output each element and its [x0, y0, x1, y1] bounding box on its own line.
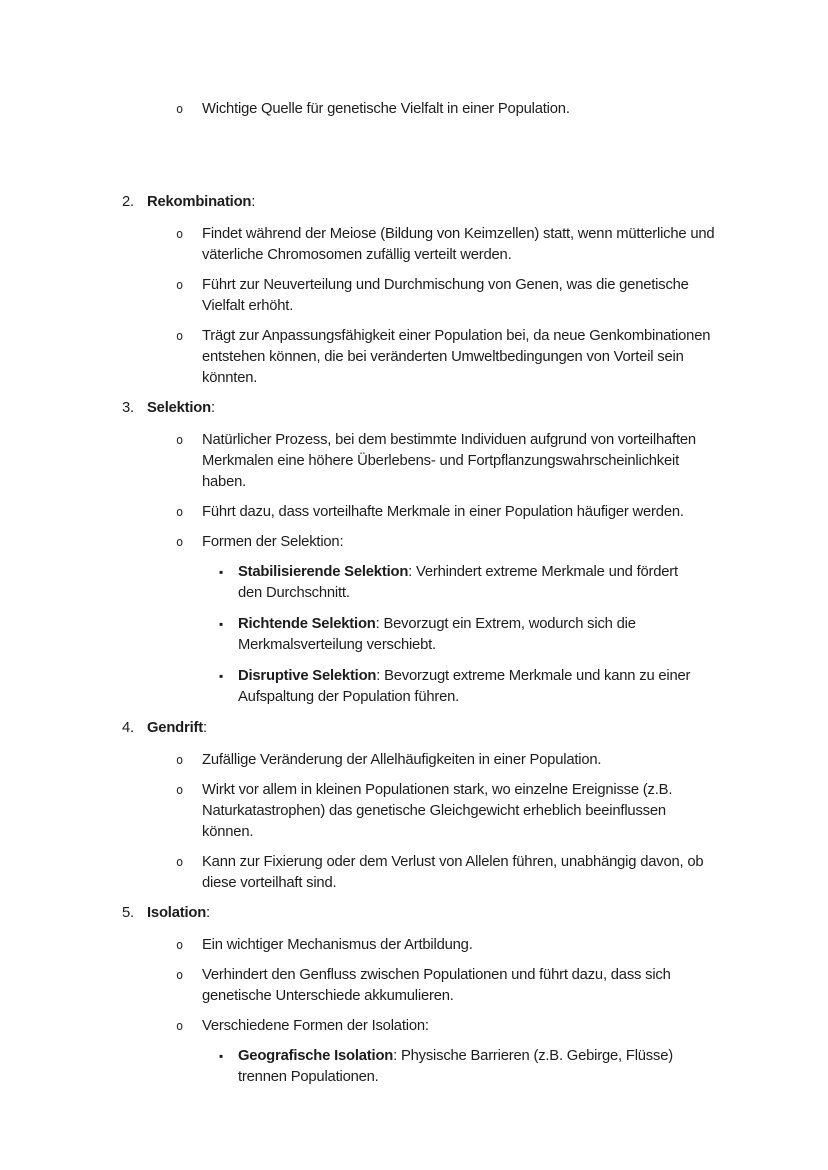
text-line: können.: [202, 824, 254, 840]
circle-bullet-icon: o: [176, 535, 184, 549]
bullet-text: [202, 852, 703, 894]
text-line: Merkmalen eine höhere Überlebens- und Fortpflanzungswahrscheinlichkeit: [202, 453, 680, 469]
sub-bullet-rest: : Bevorzugt ein Extrem, wodurch sich die: [375, 616, 636, 632]
text-line: Formen der Selektion:: [202, 534, 344, 550]
sub-bullet-rest: : Bevorzugt extreme Merkmale und kann zu einer: [376, 668, 691, 684]
circle-bullet-icon: o: [176, 505, 184, 519]
list-number: 3.: [122, 400, 134, 416]
text-line: haben.: [202, 474, 247, 490]
square-bullet-icon: ▪: [219, 617, 224, 631]
bullet-item: [176, 275, 828, 317]
bullet-text: [202, 326, 710, 389]
heading-text: [147, 398, 215, 419]
text-line: entstehen können, die bei veränderten Umweltbedingungen von Vorteil sein: [202, 349, 684, 365]
text-line: trennen Populationen.: [238, 1069, 379, 1085]
sub-bullet-text: [238, 614, 636, 656]
text-line: Verschiedene Formen der Isolation:: [202, 1018, 429, 1034]
square-bullet-icon: ▪: [219, 1049, 224, 1063]
square-bullet-icon: ▪: [219, 565, 224, 579]
sub-bullet-text: [238, 666, 690, 708]
text-line: [238, 666, 690, 687]
circle-bullet-icon: o: [176, 753, 184, 767]
bullet-text: [202, 750, 601, 771]
text-line: genetische Unterschiede akkumulieren.: [202, 988, 454, 1004]
bullet-text: [202, 275, 689, 317]
heading-text: [147, 903, 210, 924]
heading-colon: :: [210, 400, 215, 416]
text-line: Führt zur Neuverteilung und Durchmischung von Genen, was die genetische: [202, 277, 689, 293]
sub-bullet-term: Geografische Isolation: [238, 1048, 394, 1064]
bullet-text: [202, 1016, 429, 1037]
text-line: [238, 1046, 673, 1067]
heading-term: Isolation: [147, 905, 207, 921]
circle-bullet-icon: o: [176, 102, 184, 116]
circle-bullet-icon: o: [176, 938, 184, 952]
circle-bullet-icon: o: [176, 278, 184, 292]
circle-bullet-icon: o: [176, 855, 184, 869]
bullet-text: [202, 430, 696, 493]
text-line: Führt dazu, dass vorteilhafte Merkmale in einer Population häufiger werden.: [202, 504, 684, 520]
sub-bullet-term: Disruptive Selektion: [238, 668, 377, 684]
text-line: Natürlicher Prozess, bei dem bestimmte Individuen aufgrund von vorteilhaften: [202, 432, 696, 448]
text-line: diese vorteilhaft sind.: [202, 875, 337, 891]
heading-text: [147, 192, 255, 213]
sub-bullet-item: [219, 614, 828, 656]
text-line: Trägt zur Anpassungsfähigkeit einer Population bei, da neue Genkombinationen: [202, 328, 711, 344]
bullet-text: [202, 532, 343, 553]
sub-bullet-item: [219, 1046, 828, 1088]
list-number: 4.: [122, 720, 134, 736]
text-line: [238, 562, 678, 583]
text-line: [147, 192, 255, 213]
text-line: Wichtige Quelle für genetische Vielfalt in einer Population.: [202, 101, 570, 117]
circle-bullet-icon: o: [176, 968, 184, 982]
numbered-heading-isolation: [122, 903, 828, 924]
sub-bullet-term: Richtende Selektion: [238, 616, 376, 632]
text-line: Zufällige Veränderung der Allelhäufigkeiten in einer Population.: [202, 752, 602, 768]
bullet-item: [176, 326, 828, 389]
text-line: Ein wichtiger Mechanismus der Artbildung.: [202, 937, 473, 953]
text-line: Verhindert den Genfluss zwischen Populationen und führt dazu, dass sich: [202, 967, 671, 983]
square-bullet-icon: ▪: [219, 669, 224, 683]
text-line: Findet während der Meiose (Bildung von Keimzellen) statt, wenn mütterliche und: [202, 226, 715, 242]
bullet-text: [202, 99, 570, 120]
text-line: [238, 614, 636, 635]
text-line: [147, 398, 215, 419]
bullet-text: [202, 502, 684, 523]
bullet-item: [176, 780, 828, 843]
bullet-text: [202, 965, 671, 1007]
bullet-item: [176, 99, 828, 120]
sub-bullet-rest: : Verhindert extreme Merkmale und fördert: [408, 564, 678, 580]
numbered-heading-selektion: [122, 398, 828, 419]
heading-term: Gendrift: [147, 720, 203, 736]
sub-bullet-item: [219, 562, 828, 604]
heading-term: Rekombination: [147, 194, 252, 210]
sub-bullet-item: [219, 666, 828, 708]
heading-colon: :: [202, 720, 207, 736]
bullet-item: [176, 430, 828, 493]
text-line: Naturkatastrophen) das genetische Gleichgewicht erheblich beeinflussen: [202, 803, 666, 819]
numbered-heading-rekombination: [122, 192, 828, 213]
bullet-item: [176, 224, 828, 266]
text-line: Merkmalsverteilung verschiebt.: [238, 637, 436, 653]
heading-colon: :: [251, 194, 256, 210]
bullet-item: [176, 750, 828, 771]
text-line: Vielfalt erhöht.: [202, 298, 294, 314]
bullet-item: [176, 532, 828, 553]
text-line: könnten.: [202, 370, 258, 386]
bullet-item: [176, 852, 828, 894]
circle-bullet-icon: o: [176, 329, 184, 343]
circle-bullet-icon: o: [176, 783, 184, 797]
bullet-text: [202, 224, 714, 266]
bullet-item: [176, 1016, 828, 1037]
circle-bullet-icon: o: [176, 433, 184, 447]
sub-bullet-term: Stabilisierende Selektion: [238, 564, 409, 580]
circle-bullet-icon: o: [176, 1019, 184, 1033]
list-number: 2.: [122, 194, 134, 210]
heading-colon: :: [206, 905, 210, 921]
bullet-item: [176, 935, 828, 956]
text-line: väterliche Chromosomen zufällig verteilt werden.: [202, 247, 512, 263]
text-line: Kann zur Fixierung oder dem Verlust von Allelen führen, unabhängig davon, ob: [202, 854, 704, 870]
heading-text: [147, 718, 207, 739]
text-line: Aufspaltung der Population führen.: [238, 689, 460, 705]
list-number: 5.: [122, 905, 134, 921]
sub-bullet-text: [238, 1046, 673, 1088]
sub-bullet-rest: : Physische Barrieren (z.B. Gebirge, Flüsse): [393, 1048, 673, 1064]
text-line: Wirkt vor allem in kleinen Populationen stark, wo einzelne Ereignisse (z.B.: [202, 782, 673, 798]
sub-bullet-text: [238, 562, 678, 604]
text-line: [147, 903, 210, 924]
heading-term: Selektion: [147, 400, 211, 416]
numbered-heading-gendrift: [122, 718, 828, 739]
text-line: [147, 718, 207, 739]
text-line: den Durchschnitt.: [238, 585, 350, 601]
bullet-item: [176, 965, 828, 1007]
bullet-text: [202, 935, 473, 956]
bullet-item: [176, 502, 828, 523]
bullet-text: [202, 780, 672, 843]
circle-bullet-icon: o: [176, 227, 184, 241]
